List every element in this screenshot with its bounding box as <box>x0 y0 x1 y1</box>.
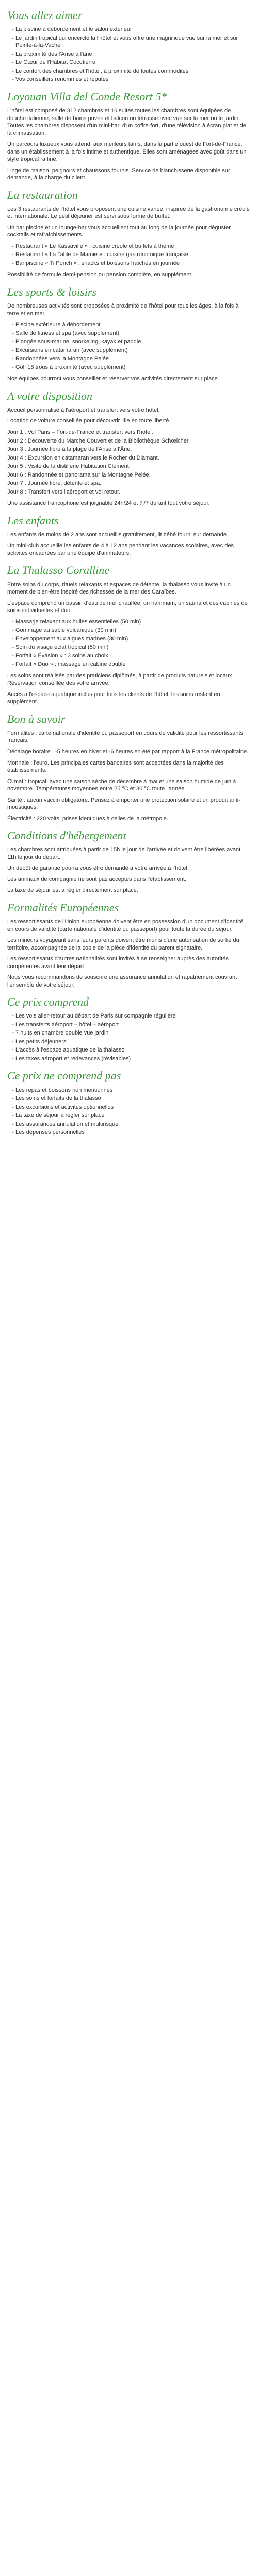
destination-paragraph: L'espace comprend un bassin d'eau de mer chauffée, un hammam, un sauna et des cabines de soins individuelles et duo. <box>7 600 248 614</box>
practical-paragraph: Décalage horaire : -5 heures en hiver et -6 heures en été par rapport à la France métropolitaine. <box>7 748 249 755</box>
sports-heading: Les sports & loisirs <box>7 285 96 298</box>
program-day: Jour 4 : Excursion en catamaran vers le Rocher du Diamant. <box>7 454 159 461</box>
list-item: • Massage relaxant aux huiles essentielles (50 min) <box>15 618 251 626</box>
list-item: • Piscine extérieure à débordement <box>15 321 251 329</box>
destination-paragraph: Accès à l'espace aquatique inclus pour tous les clients de l'hôtel, les soins restant en supplément. <box>7 691 220 705</box>
program-paragraph: Accueil personnalisé à l'aéroport et transfert vers votre hôtel. <box>7 406 160 413</box>
list-item: • Le confort des chambres et l'hôtel, à proximité de toutes commodités <box>15 67 251 75</box>
destination-paragraph: Les soins sont réalisés par des praticiens diplômés, à partir de produits naturels et locaux. Réservation conseillée dès votre arrivée. <box>7 672 234 687</box>
restoration-paragraph: Possibilité de formule demi-pension ou pension complète, en supplément. <box>7 272 193 278</box>
list-item: • Les petits déjeuners <box>15 1038 251 1046</box>
program-day: Jour 6 : Randonnée et panorama sur la Montagne Pelée. <box>7 471 151 478</box>
list-item: • Soin du visage éclat tropical (50 min) <box>15 643 251 651</box>
program-day: Jour 7 : Journée libre, détente et spa. <box>7 480 102 487</box>
sports-list <box>7 321 251 371</box>
sanitary-paragraph: La taxe de séjour est à régler directement sur place. <box>7 887 138 894</box>
list-item: • Vos conseillers renommés et réputés <box>15 76 251 83</box>
sanitary-heading: Conditions d'hébergement <box>7 829 126 842</box>
list-item: • Les excursions et activités optionnelles <box>15 1104 251 1111</box>
offer-page <box>0 0 258 1137</box>
children-paragraph: Les enfants de moins de 2 ans sont accueillis gratuitement, lit bébé fourni sur demande. <box>7 531 229 538</box>
list-item: • Les repas et boissons non mentionnés <box>15 1087 251 1094</box>
restoration-paragraph: Un bar piscine et un lounge-bar vous accueillent tout au long de la journée pour déguster cocktails et rafraîchissements. <box>7 224 231 239</box>
list-item: • Le Cœur de l'Habitat Cocotierre <box>15 59 251 66</box>
list-item: • Les soins et forfaits de la thalasso <box>15 1095 251 1103</box>
formalities-paragraph: Nous vous recommandons de souscrire une assurance annulation et rapatriement couvrant l'ensemble de votre séjour. <box>7 974 237 988</box>
list-item: • Enveloppement aux algues marines (30 min) <box>15 635 251 643</box>
program-paragraph: Une assistance francophone est joignable 24h/24 et 7j/7 durant tout votre séjour. <box>7 500 210 507</box>
list-item: • Restaurant « Le Kassaville » : cuisine créole et buffets à thème <box>15 243 251 250</box>
program-paragraph: Location de voiture conseillée pour découvrir l'île en toute liberté. <box>7 418 171 425</box>
list-item: • Les assurances annulation et multirisque <box>15 1121 251 1128</box>
included-heading: Ce prix comprend <box>7 995 89 1009</box>
lodging-paragraph: Un parcours luxueux vous attend, aux meilleurs tarifs, dans la partie ouest de Fort-de-France, dans un établissement à la fois intime et authentique. Elles sont aménagées avec goût dans un style tropical raffiné. <box>7 141 247 163</box>
practical-heading: Bon à savoir <box>7 712 66 725</box>
list-item: • Salle de fitness et spa (avec supplément) <box>15 330 251 337</box>
restoration-list <box>7 243 251 267</box>
list-item: • Le jardin tropical qui encercle la l'hôtel et vous offre une magnifique vue sur la mer et sur Pointe-à-la-Vache <box>15 35 251 49</box>
intro-list <box>7 26 251 83</box>
lodging-paragraph: L'hôtel est composé de 312 chambres et 16 suites toutes les chambres sont équipées de douche italienne, salle de bains privée et balcon ou terrasse avec vue sur la mer ou le jardin. Toutes les chambres disposent d'un mini-bar, d'un coffre-fort, d'une télévision à écran plat et de la climatisation. <box>7 107 246 137</box>
list-item: • La taxe de séjour à régler sur place <box>15 1112 251 1120</box>
program-day: Jour 3 : Journée libre à la plage de l'Anse à l'Âne. <box>7 446 132 453</box>
destination-list <box>7 618 251 668</box>
sanitary-paragraph: Les chambres sont attribuées à partir de 15h le jour de l'arrivée et doivent être libérées avant 11h le jour du départ. <box>7 846 241 860</box>
program-day: Jour 5 : Visite de la distillerie Habitation Clément. <box>7 463 131 470</box>
children-heading: Les enfants <box>7 514 59 527</box>
program-day: Jour 8 : Transfert vers l'aéroport et vol retour. <box>7 488 121 495</box>
list-item: • Les vols aller-retour au départ de Paris sur compagnie régulière <box>15 1012 251 1020</box>
formalities-paragraph: Les ressortissants de l'Union européenne doivent être en possession d'un document d'identité en cours de validité (carte nationale d'identité ou passeport) pour toute la durée du séjour. <box>7 919 244 933</box>
list-item: • Randonnées vers la Montagne Pelée <box>15 355 251 363</box>
program-day: Jour 1 : Vol Paris – Fort-de-France et transfert vers l'hôtel. <box>7 429 153 435</box>
list-item: • Gommage au sable volcanique (30 min) <box>15 626 251 634</box>
destination-paragraph: Entre soins du corps, rituels relaxants et espaces de détente, la thalasso vous invite à un moment de bien-être inspiré des richesses de la mer des Caraïbes. <box>7 581 231 596</box>
program-days <box>7 429 251 496</box>
formalities-heading: Formalités Européennes <box>7 901 119 914</box>
destination-heading: La Thalasso Coralline <box>7 564 110 577</box>
sports-paragraph: De nombreuses activités sont proposées à proximité de l'hôtel pour tous les âges, à la fois à terre et en mer. <box>7 303 239 317</box>
list-item: • Bar piscine « Ti Ponch » : snacks et boissons fraîches en journée <box>15 260 251 267</box>
program-day: Jour 2 : Découverte du Marché Couvert et de la Bibliothèque Schœlcher. <box>7 437 190 444</box>
excluded-heading: Ce prix ne comprend pas <box>7 1069 121 1082</box>
list-item: • Les transferts aéroport – hôtel – aéroport <box>15 1021 251 1029</box>
practical-paragraph: Formalités : carte nationale d'identité ou passeport en cours de validité pour les ressortissants français. <box>7 730 244 744</box>
list-item: • Excursions en catamaran (avec supplément) <box>15 347 251 354</box>
restoration-paragraph: Les 3 restaurants de l'hôtel vous proposent une cuisine variée, inspirée de la gastronomie créole et internationale. Le petit déjeuner est servi sous forme de buffet. <box>7 206 250 220</box>
sports-paragraph: Nos équipes pourront vous conseiller et réserver vos activités directement sur place. <box>7 376 219 382</box>
practical-paragraph: Électricité : 220 volts, prises identiques à celles de la métropole. <box>7 815 168 822</box>
excluded-list <box>7 1087 251 1137</box>
list-item: • 7 nuits en chambre double vue jardin <box>15 1029 251 1037</box>
restoration-heading: La restauration <box>7 188 78 201</box>
sanitary-paragraph: Un dépôt de garantie pourra vous être demandé à votre arrivée à l'hôtel. <box>7 865 189 872</box>
list-item: • La proximité des l'Anse à l'âne <box>15 50 251 58</box>
intro-heading: Vous allez aimer <box>7 9 83 22</box>
lodging-paragraph: Linge de maison, peignoirs et chaussons fournis. Service de blanchisserie disponible sur demande, à la charge du client. <box>7 167 230 181</box>
included-list <box>7 1012 251 1062</box>
list-item: • L'accès à l'espace aquatique de la thalasso <box>15 1046 251 1054</box>
list-item: • Restaurant « La Table de Mamie » : cuisine gastronomique française <box>15 251 251 259</box>
program-heading: A votre disposition <box>7 389 92 402</box>
formalities-paragraph: Les mineurs voyageant sans leurs parents doivent être munis d'une autorisation de sortie du territoire, accompagnée de la copie de la pièce d'identité du parent signataire. <box>7 937 239 951</box>
sanitary-paragraph: Les animaux de compagnie ne sont pas acceptés dans l'établissement. <box>7 876 186 883</box>
list-item: • Golf 18 trous à proximité (avec supplément) <box>15 364 251 371</box>
formalities-paragraph: Les ressortissants d'autres nationalités sont invités à se renseigner auprès des autorités compétentes avant leur départ. <box>7 956 229 970</box>
practical-paragraph: Monnaie : l'euro. Les principales cartes bancaires sont acceptées dans la majorité des établissements. <box>7 759 224 774</box>
list-item: • La piscine à débordement et le salon extérieur <box>15 26 251 33</box>
list-item: • Plongée sous-marine, snorkeling, kayak et paddle <box>15 338 251 346</box>
list-item: • Les taxes aéroport et redevances (révisables) <box>15 1055 251 1063</box>
children-paragraph: Un mini-club accueille les enfants de 4 à 12 ans pendant les vacances scolaires, avec des activités encadrées par une équipe d'animateurs. <box>7 543 234 556</box>
list-item: • Forfait « Évasion » : 3 soins au choix <box>15 652 251 660</box>
practical-paragraph: Santé : aucun vaccin obligatoire. Pensez à emporter une protection solaire et un produit anti-moustiques. <box>7 796 240 811</box>
list-item: • Les dépenses personnelles <box>15 1129 251 1137</box>
practical-paragraph: Climat : tropical, avec une saison sèche de décembre à mai et une saison humide de juin à novembre. Températures moyennes entre 25 °C et 30 °C toute l'année. <box>7 778 236 792</box>
lodging-heading: Loyouan Villa del Conde Resort 5* <box>7 90 167 103</box>
list-item: • Forfait « Duo » : massage en cabine double <box>15 660 251 668</box>
